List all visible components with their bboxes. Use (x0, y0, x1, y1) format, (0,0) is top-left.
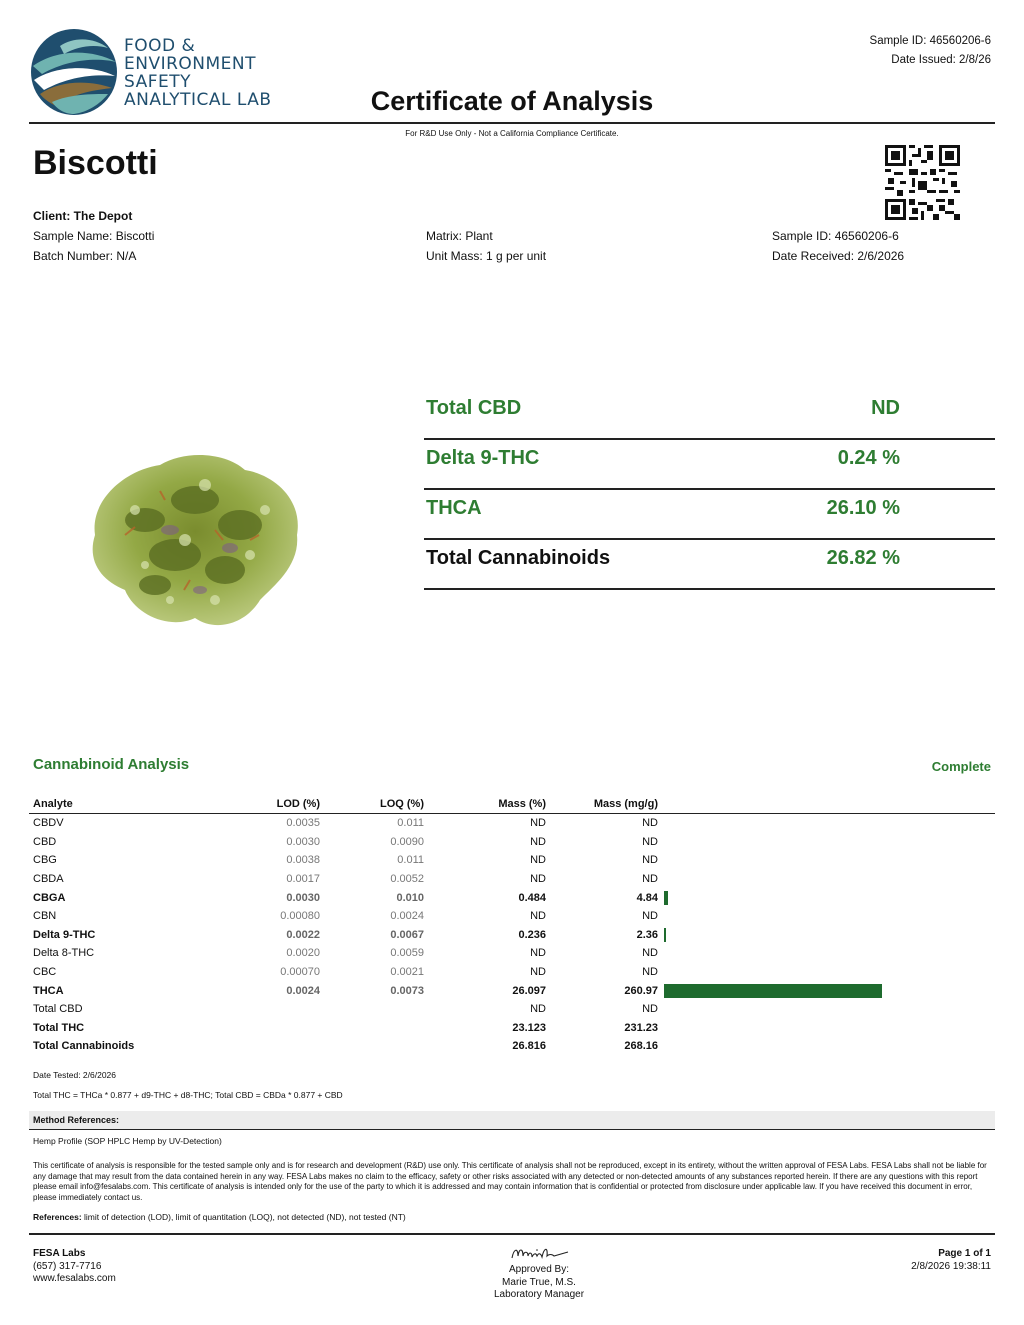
cell-bar (658, 907, 995, 926)
cell-mass-pct: ND (530, 873, 546, 886)
header-date-issued: Date Issued: 2/8/26 (891, 54, 991, 66)
date-received: Date Received: 2/6/2026 (772, 249, 905, 263)
sample-info (772, 226, 904, 266)
column-header-loq: LOQ (%) (320, 797, 424, 814)
company-name: FESA Labs (33, 1248, 86, 1259)
cell-loq (320, 1000, 424, 1019)
cell-analyte: CBN (33, 910, 57, 923)
signature (510, 1242, 570, 1264)
cell-bar (658, 963, 995, 982)
table-row (29, 926, 995, 945)
cell-mass-pct: ND (530, 1003, 546, 1016)
report-timestamp: 2/8/2026 19:38:11 (911, 1260, 991, 1272)
cell-analyte: CBD (33, 835, 57, 848)
cell-mass-mg: 2.36 (636, 928, 658, 941)
table-body (29, 814, 995, 1056)
table-row (29, 1037, 995, 1056)
date-tested: Date Tested: 2/6/2026 (33, 1070, 117, 1080)
cell-mass-pct: 0.236 (518, 928, 546, 941)
cell-bar (658, 981, 995, 1000)
cannabinoid-table (29, 797, 995, 1056)
rd-notice: For R&D Use Only - Not a California Compliance Certificate. (405, 129, 619, 138)
mass-bar (664, 984, 882, 998)
cell-bar (658, 1019, 995, 1038)
cell-mass-mg: 4.84 (636, 891, 658, 904)
cell-mass-mg: ND (642, 947, 658, 960)
mass-bar (664, 928, 666, 942)
cell-mass-mg: ND (642, 854, 658, 867)
cell-mass-pct: ND (530, 966, 546, 979)
cell-loq (320, 1019, 424, 1038)
cell-bar (658, 814, 995, 833)
summary-value: ND (871, 397, 900, 419)
section-title: Cannabinoid Analysis (33, 756, 190, 773)
cell-lod: 0.0030 (286, 835, 320, 848)
table-row (29, 1019, 995, 1038)
table-header-row (29, 797, 995, 814)
cell-loq: 0.0052 (390, 873, 424, 886)
table-row (29, 814, 995, 833)
header-divider (29, 122, 995, 124)
cell-loq: 0.0021 (390, 966, 424, 979)
cell-analyte: Total THC (33, 1021, 85, 1034)
matrix-info (426, 226, 546, 266)
cell-lod (223, 1019, 320, 1038)
cell-bar (658, 888, 995, 907)
cell-analyte: Total Cannabinoids (33, 1040, 135, 1053)
sample-id: Sample ID: 46560206-6 (772, 229, 899, 243)
method-references-header (29, 1111, 995, 1130)
approver-title: Laboratory Manager (493, 1289, 585, 1300)
column-header-mass-pct: Mass (%) (424, 797, 546, 814)
cell-lod: 0.00070 (280, 966, 320, 979)
footer-approval (0, 1264, 1024, 1302)
approved-by-label: Approved By: (508, 1264, 570, 1275)
sample-name: Sample Name: Biscotti (33, 229, 155, 243)
references-label: References: (33, 1212, 82, 1222)
cell-mass-mg: ND (642, 910, 658, 923)
lab-name-line: ENVIRONMENT (124, 54, 257, 74)
client-info (33, 206, 154, 266)
cell-mass-pct: ND (530, 817, 546, 830)
unit-mass: Unit Mass: 1 g per unit (426, 249, 547, 263)
cell-loq: 0.0059 (390, 947, 424, 960)
cell-lod: 0.0030 (286, 891, 320, 904)
table-row (29, 1000, 995, 1019)
cell-bar (658, 944, 995, 963)
cell-bar (658, 870, 995, 889)
cell-analyte: Delta 8-THC (33, 947, 95, 960)
company-website[interactable]: www.fesalabs.com (33, 1273, 116, 1284)
cell-bar (658, 926, 995, 945)
approver-name: Marie True, M.S. (502, 1276, 576, 1288)
cell-mass-mg: ND (642, 873, 658, 886)
cell-mass-pct: 26.816 (512, 1040, 546, 1053)
cell-mass-pct: 0.484 (518, 891, 546, 904)
status-badge: Complete (931, 759, 991, 774)
references-text: limit of detection (LOD), limit of quantitation (LOQ), not detected (ND), not tested (NT) (81, 1212, 406, 1222)
cell-mass-mg: 268.16 (624, 1040, 658, 1053)
cell-mass-mg: ND (642, 1003, 658, 1016)
client-name: Client: The Depot (33, 209, 133, 223)
footer-page-info (911, 1248, 991, 1273)
lab-name-line: FOOD & (124, 36, 196, 56)
cell-lod (223, 1000, 320, 1019)
page-title: Certificate of Analysis (370, 86, 654, 116)
cell-analyte: CBDV (33, 817, 64, 830)
cell-lod: 0.0020 (286, 947, 320, 960)
cell-bar (658, 1037, 995, 1056)
qr-code-icon (885, 145, 960, 220)
header-sample-id: Sample ID: 46560206-6 (869, 35, 991, 47)
table-row (29, 870, 995, 889)
company-phone: (657) 317-7716 (33, 1260, 102, 1272)
cell-analyte: CBC (33, 966, 57, 979)
cell-lod (223, 1037, 320, 1056)
footer-divider (29, 1233, 995, 1235)
table-row (29, 888, 995, 907)
references (33, 1212, 406, 1222)
cell-lod: 0.0024 (286, 984, 320, 997)
cell-lod: 0.0035 (286, 817, 320, 830)
cell-mass-mg: ND (642, 966, 658, 979)
table-row (29, 963, 995, 982)
table-row (29, 944, 995, 963)
column-header-mass-mg: Mass (mg/g) (546, 797, 658, 814)
column-header-bar (658, 797, 995, 814)
disclaimer: This certificate of analysis is responsible for the tested sample only and is for research and development (R&D) use only. This certificate of analysis shall not be reproduced, except in its entirety, without the written approval of FESA Labs. FESA Labs shall not be liable for any damage that may result from the data contained herein in any way. FESA Labs makes no claim to the efficacy, safety or other risks associated with any detected or non-detected amounts of any substances reported herein. If there are any questions with this report please email info@fesalabs.com. This certificate of analysis is intended only for the use of the party to which it is addressed and may contain information that is confidential or protected from disclosure under applicable law. If you have received this document in error, please immediately contact us. (33, 1161, 987, 1202)
potency-summary (424, 392, 995, 592)
cell-loq: 0.0024 (390, 910, 424, 923)
cell-loq: 0.0073 (390, 984, 424, 997)
cell-mass-mg: 231.23 (624, 1021, 658, 1034)
cell-mass-pct: 26.097 (512, 984, 546, 997)
batch-number: Batch Number: N/A (33, 249, 137, 263)
cell-mass-mg: ND (642, 817, 658, 830)
cell-analyte: CBG (33, 854, 57, 867)
summary-label: Delta 9-THC (426, 447, 540, 469)
cell-lod: 0.0017 (286, 873, 320, 886)
summary-row-delta9-thc (424, 442, 995, 490)
cell-mass-pct: 23.123 (512, 1021, 546, 1034)
table-row (29, 981, 995, 1000)
table-row (29, 851, 995, 870)
summary-row-total-cbd (424, 392, 995, 440)
summary-label: THCA (426, 497, 482, 519)
lab-name-line: SAFETY (124, 72, 192, 92)
cell-loq: 0.0090 (390, 835, 424, 848)
lab-name-line: ANALYTICAL LAB (124, 90, 272, 110)
cell-loq: 0.011 (397, 854, 424, 867)
cell-lod: 0.0038 (286, 854, 320, 867)
cell-lod: 0.0022 (286, 928, 320, 941)
cell-mass-pct: ND (530, 910, 546, 923)
summary-value: 26.10 % (826, 497, 900, 519)
product-photo (75, 440, 310, 640)
cell-bar (658, 833, 995, 852)
summary-value: 26.82 % (826, 547, 900, 569)
method-label: Method References: (33, 1115, 120, 1125)
cell-mass-pct: ND (530, 947, 546, 960)
cell-analyte: CBDA (33, 873, 64, 886)
cell-mass-pct: ND (530, 835, 546, 848)
header-meta (870, 32, 991, 70)
cell-bar (658, 851, 995, 870)
summary-label: Total CBD (426, 397, 522, 419)
summary-value: 0.24 % (837, 447, 900, 469)
cell-loq: 0.011 (397, 817, 424, 830)
matrix: Matrix: Plant (426, 229, 493, 243)
cell-analyte: Delta 9-THC (33, 928, 96, 941)
column-header-lod: LOD (%) (223, 797, 320, 814)
cell-analyte: THCA (33, 984, 64, 997)
total-formula: Total THC = THCa * 0.877 + d9-THC + d8-THC; Total CBD = CBDa * 0.877 + CBD (33, 1090, 343, 1100)
cell-analyte: Total CBD (33, 1003, 83, 1016)
product-name: Biscotti (33, 144, 158, 182)
page-number: Page 1 of 1 (938, 1248, 991, 1259)
cell-mass-pct: ND (530, 854, 546, 867)
cell-analyte: CBGA (33, 891, 66, 904)
cell-mass-mg: ND (642, 835, 658, 848)
summary-row-total-cannabinoids (424, 542, 995, 590)
cell-lod: 0.00080 (280, 910, 320, 923)
cell-loq: 0.010 (396, 891, 424, 904)
method-text: Hemp Profile (SOP HPLC Hemp by UV-Detection) (33, 1136, 222, 1146)
summary-label: Total Cannabinoids (426, 547, 611, 569)
mass-bar (664, 891, 668, 905)
cell-mass-mg: 260.97 (624, 984, 658, 997)
table-row (29, 907, 995, 926)
table-row (29, 833, 995, 852)
column-header-analyte: Analyte (29, 797, 223, 814)
cell-bar (658, 1000, 995, 1019)
cell-loq (320, 1037, 424, 1056)
cell-loq: 0.0067 (390, 928, 424, 941)
summary-row-thca (424, 492, 995, 540)
